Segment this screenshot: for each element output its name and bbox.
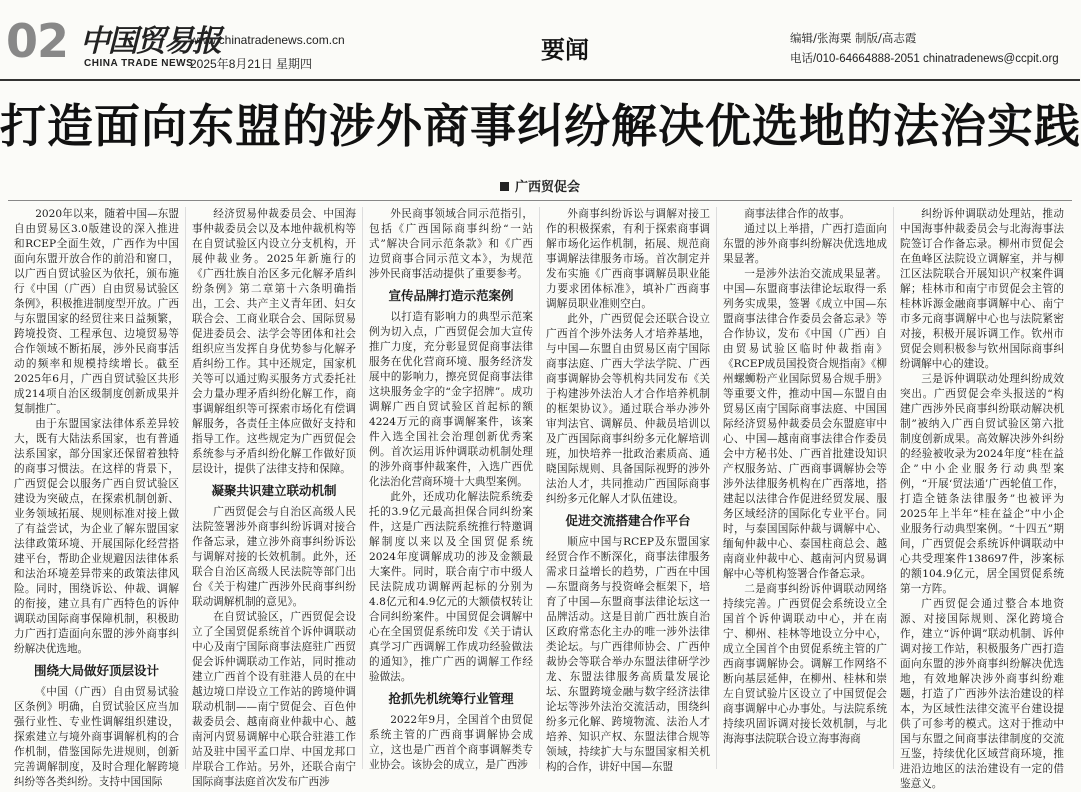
paragraph: 外商事纠纷诉讼与调解对接工作的积极探索，有利于探索商事调解市场化运作机制，拓展、规范商事调解法律服务市场。首次制定并发布实施《广西商事调解员职业能力要求团体标准》，填补广西商事调解员职业准则空白。 [546, 208, 710, 310]
newspaper-logo: 中国贸易报 [80, 24, 220, 59]
paragraph: 顺应中国与RCEP及东盟国家经贸合作不断深化，商事法律服务需求日益增长的趋势，广西在中国—东盟商务与投资峰会框架下，培育了中国—东盟商事法律论坛这一品牌活动。这是目前广西壮族自治区政府常态化主办的唯一涉外法律类论坛。与广西律师协会、广西仲裁协会等联合举办东盟法律研学沙龙、东盟法律服务高质量发展论坛、东盟跨境金融与数字经济法律论坛等涉外法治交流活动，围绕纠纷多元化解、跨境物流、法治人才培养、知识产权、东盟法律合规等领域，持续扩大与东盟国家相关机构的合作，讲好中国—东盟 [546, 536, 710, 773]
paragraph: 2022年9月，全国首个由贸促系统主管的广西商事调解协会成立，这也是广西首个商事调解类专业协会。该协会的成立，是广西涉 [369, 714, 533, 771]
paragraph: 外民商事领域合同示范指引，包括《广西国际商事纠纷“一站式”解决合同示范条款》和《广西边贸商事合同示范文本》，为规范涉外民商事活动提供了重要参考。 [369, 208, 533, 280]
paragraph: 三是诉仲调联动处理纠纷成效突出。广西贸促会牵头报送的“构建广西涉外民商事纠纷联动解决机制”被纳入广西自贸试验区第六批制度创新成果。高效解决涉外纠纷的经验被收录为2024年度“桂在益企”中小企业服务行动典型案例，“开展‘贸法通’广西轮值工作，打造全链条法律服务”也被评为2025年上半年“桂在益企”中小企业服务行动典型案例。“十四五”期间，广西贸促会系统诉仲调联动中心共受理案件138697件，涉案标的额104.9亿元，居全国贸促系统第一方阵。 [900, 373, 1064, 595]
paragraph: 在自贸试验区，广西贸促会设立了全国贸促系统首个诉仲调联动中心及南宁国际商事法庭驻广西贸促会诉仲调联动工作站，同时推动建立广西首个设有驻港人员的在中越边境口岸设立工作站的跨境仲调联动机制——南宁贸促会、百色仲裁委员会、越南商业仲裁中心、越南河内贸易调解中心联合驻港工作站及驻中国平孟口岸、中国龙邦口岸联合工作站。另外，还联合南宁国际商事法庭首次发布广西涉 [192, 611, 356, 788]
subheading: 抢抓先机统筹行业管理 [388, 691, 514, 706]
paragraph: 一是涉外法治交流成果显著。中国—东盟商事法律论坛取得一系列务实成果，签署《成立中国—东盟商事法律合作委员会备忘录》等合作协议，发布《中国（广西）自由贸易试验区临时仲裁指南》《RCEP成员国投资合规指南》《柳州螺蛳粉产业国际贸易合规手册》等重要文件，推动中国—东盟自由贸易区南宁国际商事法庭、中国国际经济贸易仲裁委员会东盟庭审中心、中国—越南商事法律合作委员会中方秘书处、广西首批建设知识产权服务站、广西商事调解协会等涉外法律服务机构在广西落地，搭建起以法律合作促进经贸发展、服务区域经济的国际化专业平台。同时，与泰国国际仲裁与调解中心、缅甸仲裁中心、泰国柱商总会、越南商业仲裁中心、越南河内贸易调解中心等机构签署合作备忘录。 [723, 268, 887, 580]
issue-date: 2025年8月21日 星期四 [190, 57, 313, 71]
website-url: www.chinatradenews.com.cn [190, 33, 345, 47]
column-3 [362, 207, 539, 769]
square-bullet-icon [500, 182, 509, 191]
paragraph: 纠纷诉仲调联动处理站，推动中国海事仲裁委员会与北海海事法院签订合作备忘录。柳州市贸促会在鱼峰区法院设立调解室，并与柳江区法院联合开展知识产权案件调解；桂林市和南宁市贸促会主管的桂林诉源金融商事调解中心、南宁市多元商事调解中心也与法院紧密对接，积极开展诉调工作。钦州市贸促会则积极参与钦州国际商事纠纷调解中心的建设。 [900, 208, 1064, 370]
paragraph: 通过以上举措，广西打造面向东盟的涉外商事纠纷解决优选地成果显著。 [723, 223, 887, 265]
masthead [0, 0, 1080, 80]
newspaper-logo-english: CHINA TRADE NEWS [84, 58, 194, 69]
editor-credits: 编辑/张海粟 制版/高志霞 [790, 31, 917, 45]
byline-text: 广西贸促会 [514, 180, 580, 195]
paragraph: 此外，还成功化解法院系统委托的3.9亿元最高担保合同纠纷案件，这是广西法院系统推行特邀调解制度以来以及全国贸促系统2024年度调解成功的涉及金额最大案件。同时，联合南宁市中级人民法院成功调解两起标的分别为4.8亿元和4.9亿元的大额债权转让合同纠纷案件。中国贸促会调解中心在全国贸促系统印发《关于请认真学习广西调解工作成功经验做法的通知》，推广广西的调解工作经验做法。 [369, 491, 533, 683]
contact-info: 电话/010-64664888-2051 chinatradenews@ccpit.org [790, 53, 1059, 65]
paragraph: 经济贸易仲裁委员会、中国海事仲裁委员会以及本地仲裁机构等在自贸试验区内设立分支机构，开展仲裁业务。2025年新施行的《广西壮族自治区多元化解矛盾纠纷条例》第二章第十六条明确指出，工会、共产主义青年团、妇女联合会、工商业联合会、国际贸易促进委员会、法学会等团体和社会组织应当发挥自身优势参与化解矛盾纠纷工作。其中还规定，国家机关等可以通过购买服务方式委托社会力量办理矛盾纠纷化解工作，商事调解组织等可探索市场化有偿调解服务，各责任主体应做好支持和指导工作。这些规定为广西贸促会系统参与矛盾纠纷化解工作做好顶层设计，提供了法律支持和保障。 [192, 208, 356, 475]
paragraph: 广西贸促会与自治区高级人民法院签署涉外商事纠纷诉调对接合作备忘录，建立涉外商事纠纷诉讼与调解对接的长效机制。此外，还联合自治区高级人民法院等部门出台《关于构建广西涉外民商事纠纷联动调解机制的意见》。 [192, 506, 356, 608]
subheading: 宣传品牌打造示范案例 [388, 288, 514, 303]
paragraph: 二是商事纠纷诉仲调联动网络持续完善。广西贸促会系统设立全国首个诉仲调联动中心，并在南宁、柳州、桂林等地设立分中心，成立全国首个由贸促系统主管的广西商事调解协会。调解工作网络不断向基层延伸，在柳州、桂林和崇左自贸试验片区设立了中国贸促会商事调解中心办事处。与法院系统持续巩固诉调对接长效机制，与北海海事法院联合设立海事海商 [723, 583, 887, 745]
subheading: 围绕大局做好顶层设计 [33, 663, 159, 678]
column-5 [716, 207, 893, 769]
paragraph: 此外，广西贸促会还联合设立广西首个涉外法务人才培养基地，与中国—东盟自由贸易区南宁国际商事法庭、广西大学法学院、广西商事调解协会等机构共同发布《关于构建涉外法治人才合作培养机制的框架协议》。通过联合举办涉外审判法官、调解员、仲裁员培训以及广西国际商事纠纷多元化解培训班，加快培养一批政治素质高、通晓国际规则、具备国际视野的涉外法治人才，共同推动广西国际商事纠纷多元化解人才队伍建设。 [546, 313, 710, 505]
article-body [8, 207, 1072, 790]
paragraph: 《中国（广西）自由贸易试验区条例》明确，自贸试验区应当加强行业性、专业性调解组织建设，探索建立与境外商事调解机构的合作机制，借鉴国际先进规则，创新完善调解制度，及时合理化解跨境纠纷等各类纠纷。支持中国国际 [14, 686, 179, 788]
column-4 [539, 207, 716, 773]
column-6 [893, 207, 1070, 790]
subheading: 凝聚共识建立联动机制 [211, 483, 337, 498]
column-1 [8, 207, 185, 788]
headline-divider [8, 200, 1072, 201]
paragraph: 以打造有影响力的典型示范案例为切入点，广西贸促会加大宣传推广力度，充分彰显贸促商事法律服务在优化营商环境、服务经济发展中的影响力，擦亮贸促商事法律这块服务金字的“金字招牌”。成功调解广西自贸试验区首起标的额4224万元的商事调解案件，该案件入选全国社会治理创新优秀案例。首次运用诉仲调联动机制处理的涉外商事仲裁案件，入选广西优化法治化营商环境十大典型案例。 [369, 311, 533, 488]
subheading: 促进交流搭建合作平台 [565, 513, 691, 528]
paragraph: 广西贸促会通过整合本地资源、对接国际规则、深化跨境合作，建立“诉仲调”联动机制、诉仲调对接工作站，积极服务广西打造面向东盟的涉外商事纠纷解决优选地，有效地解决涉外商事纠纷难题，打造了广西涉外法治建设的样本，为区域性法律交流平台建设提供了可参考的模式。这对于推动中国与东盟之间商事法律制度的交流互鉴，持续优化区域营商环境，推进沿边地区的法治建设有一定的借鉴意义。 [900, 598, 1064, 790]
page-number: 02 [6, 14, 69, 68]
article-headline: 打造面向东盟的涉外商事纠纷解决优选地的法治实践 [0, 99, 1081, 153]
section-label: 要闻 [541, 36, 589, 64]
article-byline [0, 176, 1080, 195]
masthead-divider [0, 79, 1080, 81]
paragraph: 由于东盟国家法律体系差异较大，既有大陆法系国家，也有普通法系国家，部分国家还保留着独特的商事习惯法。在这样的背景下，广西贸促会以服务广西自贸试验区建设为突破点，在探索机制创新、业务领域拓展、规则标准对接上做了有益尝试，为企业了解东盟国家法律政策环境、开展国际化经营搭建平台，帮助企业规避因法律体系和法治环境差异带来的政策法律风险。同时，围绕诉讼、仲裁、调解的衔接，建立具有广西特色的诉仲调联动国际商事保障机制，积极助力广西打造面向东盟的涉外商事纠纷解决优选地。 [14, 418, 179, 655]
paragraph: 商事法律合作的故事。 [744, 208, 851, 220]
column-2 [185, 207, 362, 788]
paragraph: 2020年以来，随着中国—东盟自由贸易区3.0版建设的深入推进和RCEP全面生效，广西作为中国面向东盟开放合作的前沿和窗口，以广西自贸试验区为依托，颁布施行《中国（广西）自由贸易试验区条例》，积极推进制度型开放。广西与东盟国家的经贸往来日益频繁，跨境投资、工程承包、边境贸易等合作领域不断拓展，涉外民商事活动的频率和规模持续增长。截至2025年6月，广西自贸试验区共形成214项自治区级制度创新成果并复制推广。 [14, 208, 179, 415]
